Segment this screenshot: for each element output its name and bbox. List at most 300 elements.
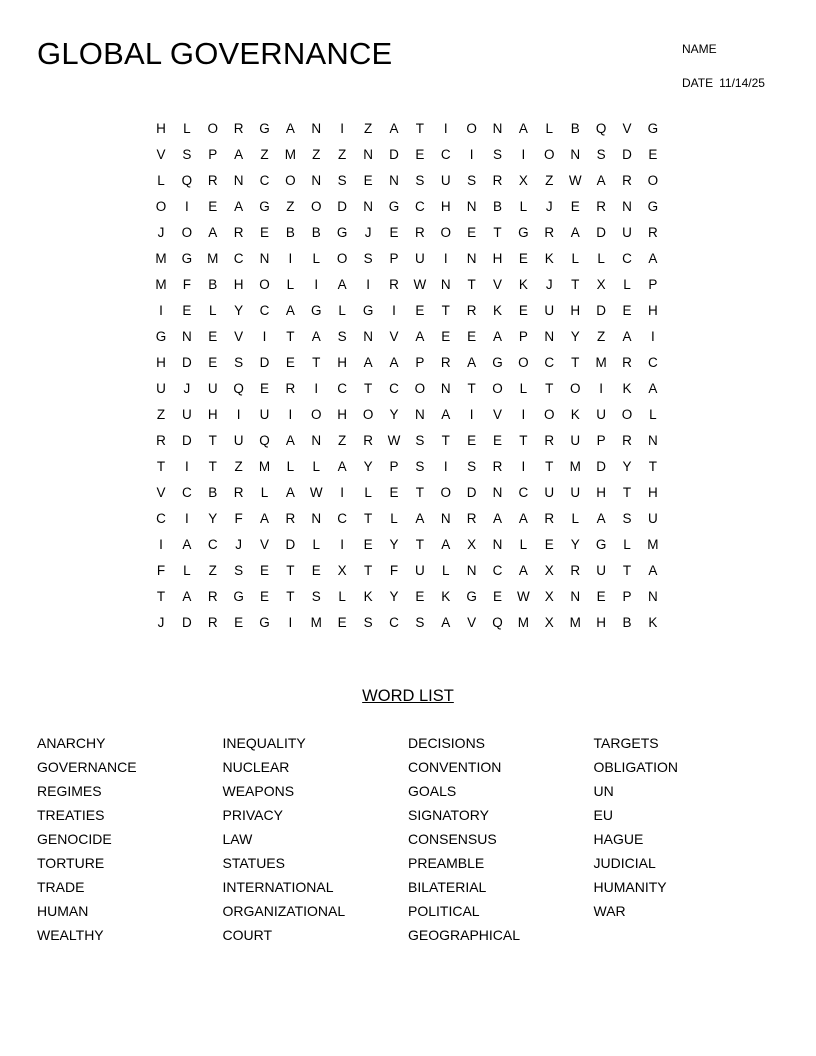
grid-letter: G [336,225,348,240]
grid-letter: L [441,563,450,578]
grid-letter: A [389,355,399,370]
grid-letter: M [155,277,167,292]
grid-letter: L [260,485,269,500]
grid-letter: E [389,485,399,500]
grid-letter: L [338,303,346,318]
grid-letter: N [363,329,373,344]
grid-letter: D [466,485,477,500]
grid-letter: R [285,511,296,526]
grid-letter: E [208,329,218,344]
grid-letter: T [467,277,476,292]
grid-letter: A [622,329,632,344]
grid-letter: I [288,251,293,266]
grid-letter: N [363,147,373,162]
grid-letter: E [467,225,477,240]
grid-letter: L [519,381,528,396]
grid-letter: I [599,381,603,396]
grid-letter: A [337,459,347,474]
date-field [682,76,765,90]
grid-letter: R [466,511,477,526]
grid-letter: T [363,381,373,396]
grid-letter: J [157,615,165,630]
grid-letter: D [596,225,606,240]
grid-letter: K [648,615,658,630]
grid-letter: C [414,199,425,214]
grid-letter: Z [286,199,295,214]
grid-letter: A [648,381,658,396]
grid-letter: V [156,485,166,500]
grid-letter: T [519,433,528,448]
grid-letter: V [467,615,477,630]
grid-letter: J [235,537,242,552]
grid-letter: O [155,199,167,214]
grid-letter: Q [259,433,270,448]
grid-letter: I [521,459,526,474]
grid-letter: A [648,251,658,266]
grid-letter: Q [492,615,503,630]
grid-letter: U [647,511,658,526]
grid-letter: S [596,147,606,162]
grid-letter: W [517,589,530,604]
grid-letter: L [519,199,528,214]
grid-letter: I [650,329,655,344]
word-list-item: ANARCHY [37,735,106,751]
grid-letter: E [363,537,373,552]
grid-letter: C [389,381,399,396]
grid-letter: Y [208,511,218,526]
grid-letter: I [443,459,448,474]
grid-letter: E [467,433,477,448]
word-list-item: WEAPONS [222,783,295,799]
grid-letter: H [596,615,606,630]
grid-letter: O [492,381,503,396]
grid-letter: A [441,615,451,630]
grid-letter: Z [545,173,554,188]
grid-letter: N [492,537,503,552]
grid-letter: R [207,589,218,604]
grid-letter: C [259,303,270,318]
grid-letter: Y [570,537,580,552]
grid-letter: D [389,147,399,162]
word-list-column [223,733,409,949]
grid-letter: M [310,615,322,630]
grid-letter: H [337,407,348,422]
grid-letter: A [182,589,192,604]
grid-letter: E [622,303,632,318]
grid-letter: G [466,589,477,604]
grid-letter: G [259,615,270,630]
grid-letter: X [544,563,554,578]
grid-letter: S [337,173,347,188]
word-list-item: GOVERNANCE [37,759,137,775]
grid-letter: T [467,381,476,396]
grid-letter: L [286,277,295,292]
grid-letter: U [570,485,581,500]
grid-letter: G [647,121,659,136]
grid-letter: Z [156,407,166,422]
grid-letter: A [337,277,347,292]
grid-letter: N [492,485,503,500]
grid-letter: S [311,589,321,604]
grid-letter: E [493,589,503,604]
grid-letter: T [156,459,166,474]
grid-letter: F [389,563,399,578]
grid-letter: P [596,433,606,448]
grid-letter: E [544,537,554,552]
grid-letter: K [493,303,503,318]
grid-letter: X [518,173,528,188]
grid-letter: T [441,303,450,318]
grid-letter: O [544,147,555,162]
grid-letter: G [362,303,374,318]
grid-letter: K [544,251,554,266]
grid-letter: H [647,485,658,500]
grid-letter: I [340,537,345,552]
grid-letter: D [259,355,270,370]
word-list-item: INTERNATIONAL [222,879,334,895]
grid-letter: Y [389,589,399,604]
word-list-item: ORGANIZATIONAL [222,903,346,919]
grid-letter: N [440,277,451,292]
grid-letter: O [207,121,218,136]
grid-letter: N [233,173,244,188]
grid-letter: C [622,251,632,266]
grid-letter: E [260,563,270,578]
grid-letter: R [414,225,425,240]
grid-letter: T [441,433,450,448]
grid-letter: V [622,121,632,136]
grid-letter: F [234,511,243,526]
grid-letter: A [208,225,218,240]
grid-letter: I [314,277,319,292]
grid-letter: R [466,303,477,318]
grid-letter: E [518,251,528,266]
word-list-item: OBLIGATION [593,759,679,775]
grid-letter: J [545,277,553,292]
grid-letter: L [390,511,398,526]
grid-letter: Y [363,459,373,474]
grid-letter: S [467,459,477,474]
grid-letter: V [260,537,270,552]
grid-letter: N [311,173,322,188]
grid-letter: T [156,589,166,604]
grid-letter: A [441,537,451,552]
grid-letter: A [285,485,295,500]
grid-letter: J [157,225,165,240]
grid-letter: T [415,537,424,552]
grid-letter: B [622,615,632,630]
grid-letter: P [648,277,658,292]
grid-letter: I [340,121,345,136]
grid-letter: O [259,277,270,292]
grid-letter: T [493,225,502,240]
grid-letter: A [441,407,451,422]
grid-letter: U [570,433,581,448]
grid-letter: A [285,121,295,136]
grid-letter: G [595,537,607,552]
grid-letter: R [233,225,244,240]
grid-letter: D [622,147,632,162]
grid-letter: A [182,537,192,552]
grid-letter: Z [596,329,606,344]
grid-letter: X [544,589,554,604]
word-list-item: GEOGRAPHICAL [408,927,521,943]
grid-letter: M [569,615,581,630]
grid-letter: G [259,121,270,136]
grid-letter: Z [208,563,217,578]
grid-letter: I [392,303,396,318]
word-list-item: TARGETS [593,735,659,751]
grid-letter: N [622,199,632,214]
grid-letter: N [466,199,477,214]
grid-letter: R [622,173,632,188]
grid-letter: P [389,251,399,266]
grid-letter: C [440,147,451,162]
grid-letter: R [544,225,555,240]
grid-letter: L [597,251,605,266]
grid-letter: L [183,121,191,136]
date-value: 11/14/25 [719,76,765,90]
grid-letter: G [518,225,529,240]
grid-letter: N [440,381,451,396]
grid-letter: T [415,485,424,500]
grid-letter: Z [312,147,321,162]
grid-letter: A [285,433,295,448]
grid-letter: T [208,433,217,448]
grid-letter: I [521,407,526,422]
grid-letter: U [207,381,218,396]
grid-letter: J [545,199,553,214]
grid-letter: O [311,407,322,422]
grid-letter: M [207,251,219,266]
grid-letter: O [440,485,451,500]
grid-letter: X [544,615,554,630]
grid-letter: T [571,355,580,370]
grid-letter: E [415,589,425,604]
word-list-item: SIGNATORY [408,807,489,823]
grid-letter: L [183,563,191,578]
word-list-item: DECISIONS [408,735,486,751]
grid-letter: T [363,511,373,526]
grid-letter: E [389,225,399,240]
grid-letter: K [518,277,528,292]
grid-letter: A [415,511,425,526]
grid-letter: Y [622,459,632,474]
grid-letter: N [647,433,658,448]
grid-letter: N [492,121,503,136]
grid-letter: S [415,459,425,474]
grid-letter: D [181,355,192,370]
grid-letter: S [363,251,373,266]
grid-letter: H [207,407,218,422]
grid-letter: H [337,355,348,370]
grid-letter: L [312,537,321,552]
grid-letter: M [569,459,581,474]
grid-letter: M [284,147,297,162]
grid-letter: Z [363,121,373,136]
grid-letter: L [364,485,372,500]
grid-letter: Y [570,329,580,344]
grid-letter: M [517,615,530,630]
grid-letter: I [443,121,448,136]
grid-letter: L [286,459,295,474]
grid-letter: R [207,615,218,630]
grid-letter: E [260,381,270,396]
grid-letter: E [285,355,295,370]
grid-letter: T [545,459,554,474]
grid-letter: A [285,303,295,318]
grid-letter: L [312,251,321,266]
grid-letter: Q [595,121,607,136]
grid-letter: E [570,199,580,214]
word-list-item: TORTURE [37,855,105,871]
grid-letter: C [544,355,555,370]
word-list-column [594,733,780,949]
grid-letter: T [363,563,373,578]
grid-letter: B [493,199,503,214]
grid-letter: Z [234,459,243,474]
date-label: DATE [682,76,714,90]
grid-letter: E [208,355,218,370]
grid-letter: A [596,173,606,188]
grid-letter: V [493,277,503,292]
grid-letter: T [571,277,580,292]
grid-letter: C [156,511,166,526]
grid-letter: R [492,173,503,188]
grid-letter: C [647,355,658,370]
grid-letter: O [311,199,322,214]
grid-letter: W [387,433,401,448]
grid-letter: I [288,407,293,422]
word-list-item: COURT [222,927,273,943]
grid-letter: R [492,459,503,474]
grid-letter: D [337,199,348,214]
grid-letter: U [414,251,425,266]
grid-letter: C [259,173,270,188]
grid-letter: K [570,407,580,422]
grid-letter: T [286,329,295,344]
word-list [37,733,779,949]
grid-letter: H [596,485,606,500]
grid-letter: E [260,589,270,604]
grid-letter: E [311,563,321,578]
grid-letter: L [623,537,631,552]
word-list-item: HAGUE [593,831,644,847]
grid-letter: U [544,303,555,318]
grid-letter: N [311,511,322,526]
grid-letter: G [647,199,659,214]
grid-letter: G [233,589,244,604]
grid-letter: A [234,147,244,162]
grid-letter: B [570,121,580,136]
grid-letter: I [340,485,345,500]
grid-letter: H [156,355,166,370]
grid-letter: M [155,251,167,266]
grid-letter: R [647,225,658,240]
grid-letter: T [286,589,295,604]
grid-letter: S [415,433,425,448]
grid-letter: C [181,485,192,500]
grid-letter: G [492,355,503,370]
grid-letter: I [521,147,526,162]
grid-letter: S [363,615,373,630]
grid-letter: E [493,433,503,448]
grid-letter: I [184,511,189,526]
grid-letter: U [414,563,425,578]
grid-letter: R [544,433,555,448]
grid-letter: J [364,225,372,240]
grid-letter: S [234,563,244,578]
grid-letter: L [649,407,657,422]
word-list-item: PRIVACY [222,807,283,823]
grid-letter: A [518,511,528,526]
grid-letter: G [155,329,167,344]
grid-letter: N [363,199,373,214]
grid-letter: E [337,615,347,630]
grid-letter: E [415,147,425,162]
grid-letter: O [647,173,659,188]
grid-letter: R [285,381,296,396]
grid-letter: D [285,537,296,552]
grid-letter: R [570,563,581,578]
grid-letter: H [440,199,451,214]
grid-letter: H [570,303,581,318]
grid-letter: I [184,459,189,474]
word-list-item: TREATIES [37,807,105,823]
grid-letter: M [595,355,607,370]
grid-letter: C [389,615,399,630]
grid-letter: O [181,225,193,240]
grid-letter: A [389,121,399,136]
grid-letter: P [622,589,632,604]
grid-letter: A [518,121,528,136]
grid-letter: N [647,589,658,604]
grid-letter: F [182,277,191,292]
grid-letter: T [312,355,321,370]
word-list-item: TRADE [37,879,85,895]
grid-letter: R [544,511,555,526]
grid-letter: G [181,251,193,266]
grid-letter: O [544,407,555,422]
grid-letter: T [208,459,217,474]
grid-letter: I [262,329,267,344]
grid-letter: L [208,303,217,318]
grid-letter: A [570,225,580,240]
grid-letter: O [414,381,426,396]
grid-letter: E [260,225,270,240]
grid-letter: U [596,407,606,422]
grid-letter: N [414,407,425,422]
grid-letter: A [493,511,503,526]
grid-letter: N [389,173,399,188]
grid-letter: R [622,355,632,370]
grid-letter: V [234,329,244,344]
grid-letter: E [208,199,218,214]
grid-letter: N [259,251,270,266]
grid-letter: H [233,277,244,292]
word-list-item: EU [593,807,613,823]
grid-letter: X [337,563,347,578]
grid-letter: E [467,329,477,344]
word-list-item: PREAMBLE [408,855,485,871]
grid-letter: R [440,355,451,370]
grid-letter: L [571,251,579,266]
word-list-item: NUCLEAR [222,759,290,775]
grid-letter: A [596,511,606,526]
grid-letter: M [647,537,659,552]
grid-letter: L [157,173,165,188]
grid-letter: C [337,381,348,396]
